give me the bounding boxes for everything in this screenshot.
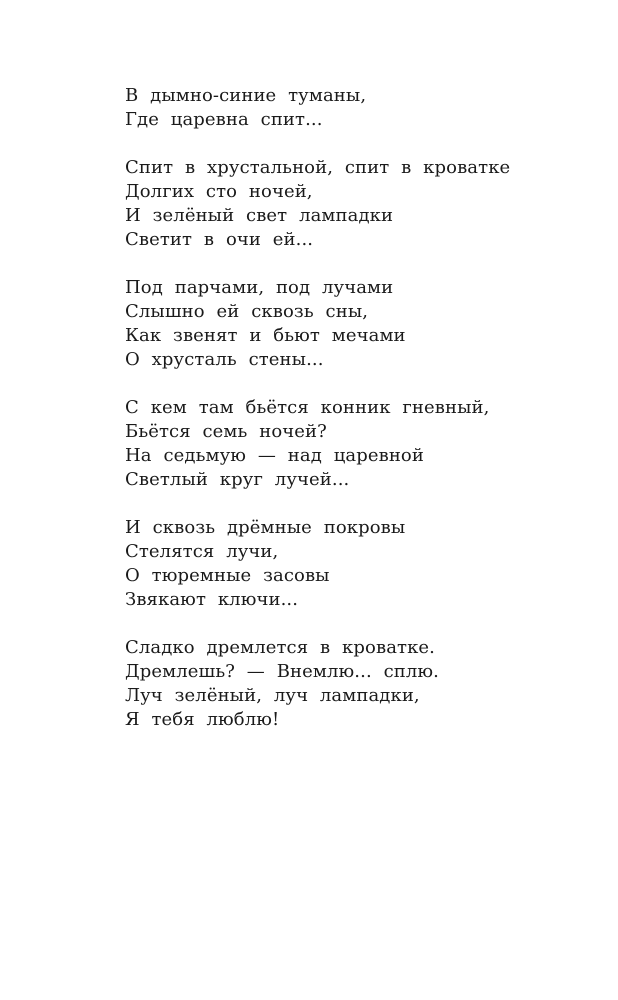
poem-line: И зелёный свет лампадки [125,205,394,226]
stanza-1 [125,84,595,132]
poem-line: Где царевна спит... [125,109,323,130]
poem-line: О тюремные засовы [125,565,330,586]
poem-line: На седьмую — над царевной [125,445,424,466]
poem-line: Спит в хрустальной, спит в кроватке [125,157,511,178]
poem-line: И сквозь дрёмные покровы [125,517,406,538]
poem-line: Светит в очи ей... [125,229,314,250]
poem-line: Светлый круг лучей... [125,469,350,490]
poem-line: Дремлешь? — Внемлю... сплю. [125,661,439,682]
poem-line: Долгих сто ночей, [125,181,313,202]
poem-line: Сладко дремлется в кроватке. [125,637,436,658]
stanza-4 [125,396,595,492]
poem-line: В дымно-синие туманы, [125,85,367,106]
poem-line: Стелятся лучи, [125,541,279,562]
poem-line: Как звенят и бьют мечами [125,325,406,346]
poem-line: Я тебя люблю! [125,709,280,730]
poem-line: С кем там бьётся конник гневный, [125,397,490,418]
stanza-6 [125,636,595,732]
poem-text [125,84,595,756]
poem-line: Луч зелёный, луч лампадки, [125,685,420,706]
poem-line: Слышно ей сквозь сны, [125,301,369,322]
poem-line: Звякают ключи... [125,589,299,610]
poem-line: Бьётся семь ночей? [125,421,327,442]
stanza-5 [125,516,595,612]
poem-line: Под парчами, под лучами [125,277,394,298]
stanza-3 [125,276,595,372]
poem-line: О хрусталь стены... [125,349,324,370]
stanza-2 [125,156,595,252]
